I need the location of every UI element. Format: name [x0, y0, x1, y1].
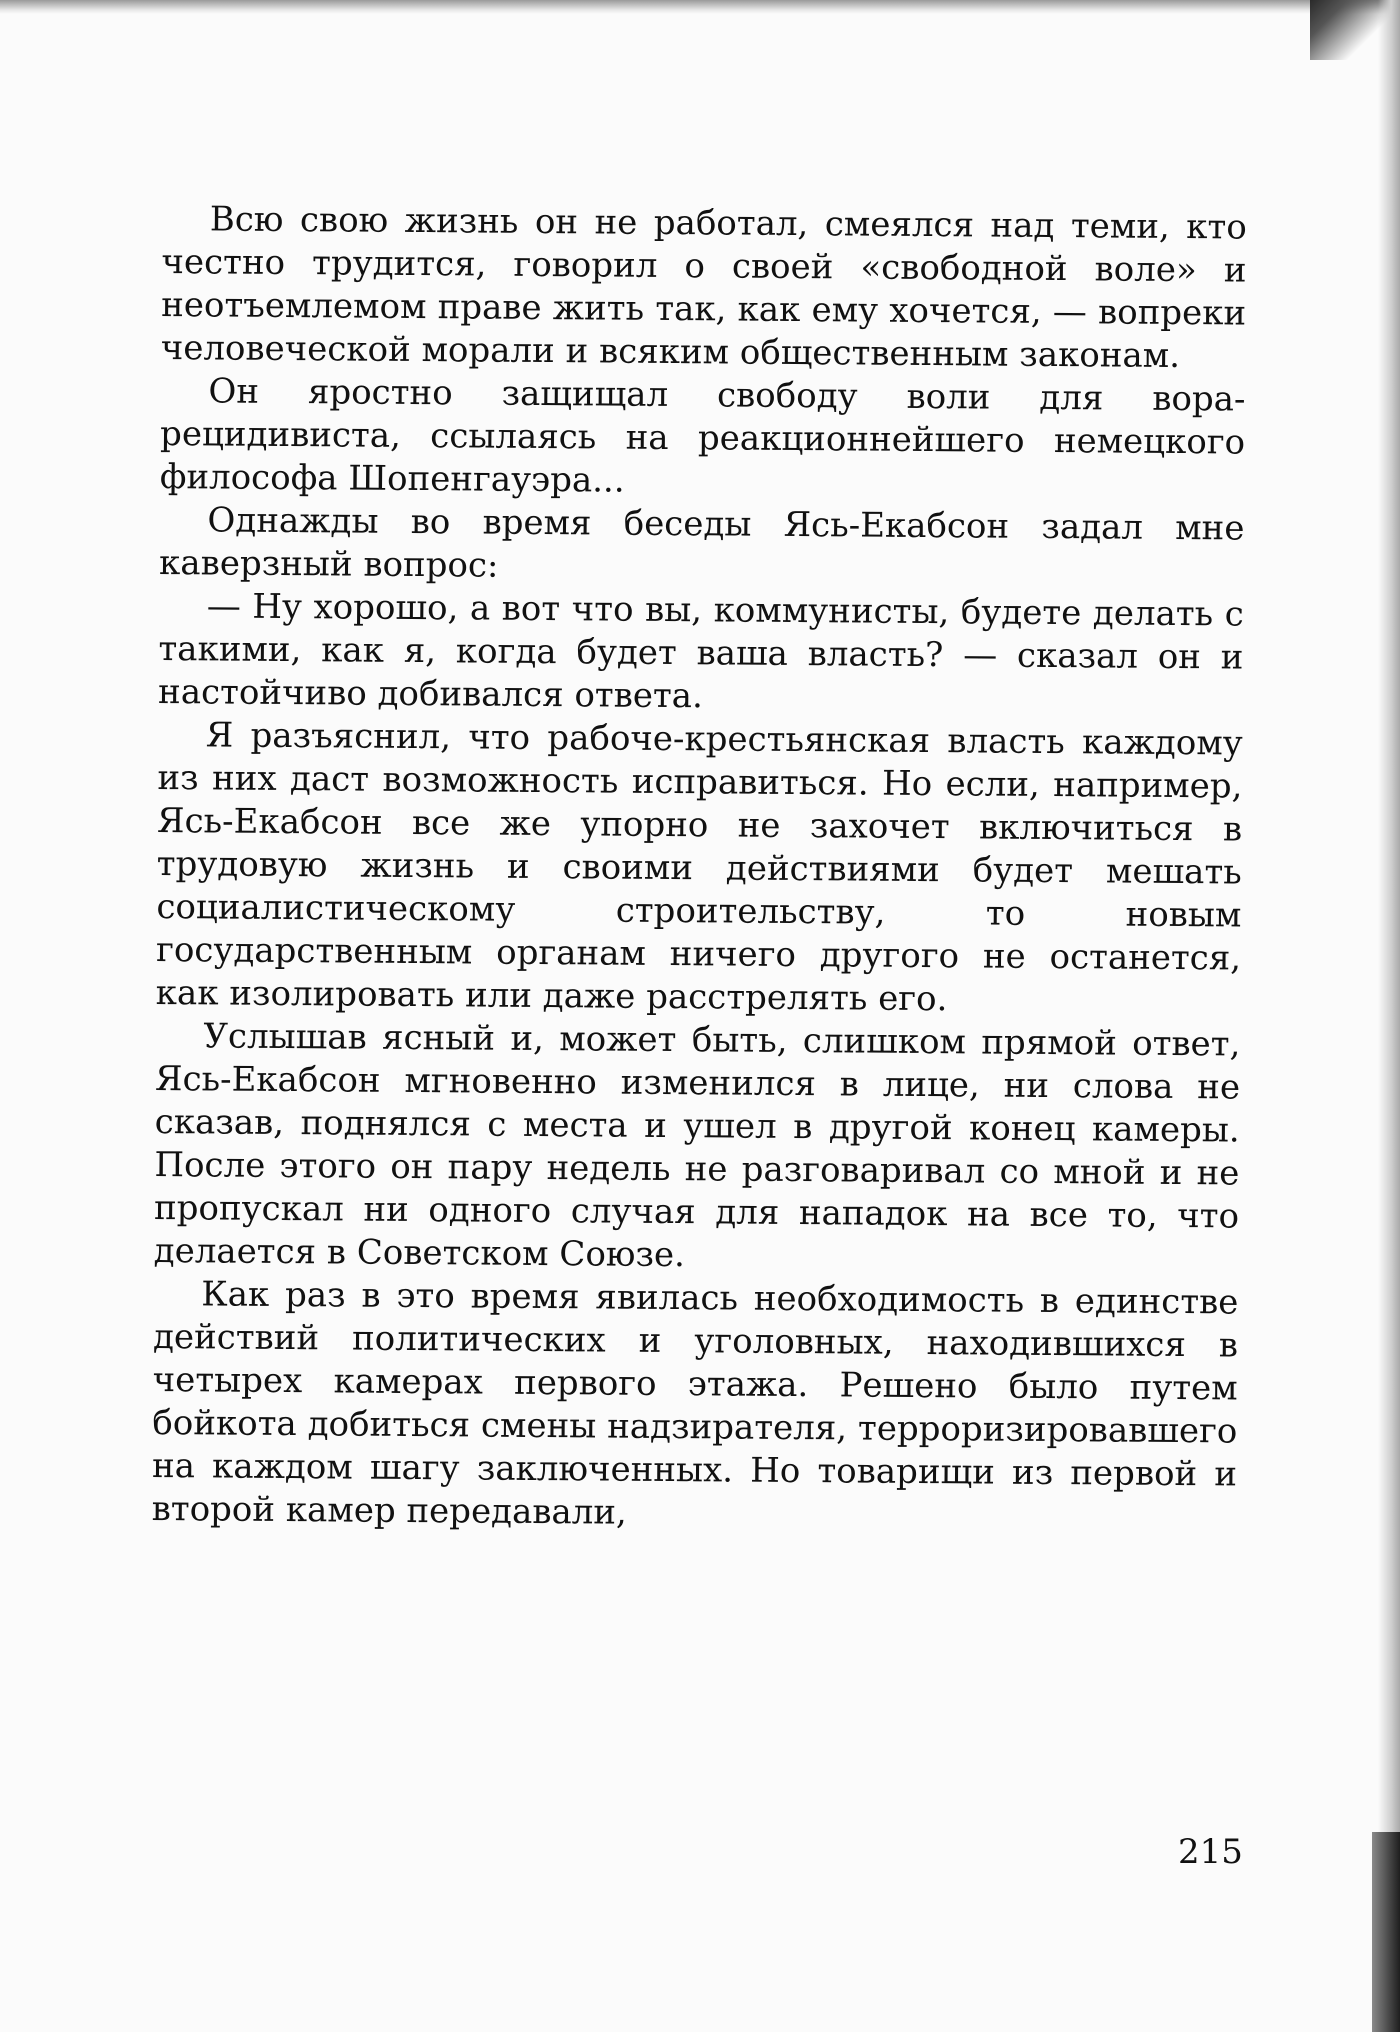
paragraph: Однажды во время беседы Ясь-Екабсон задал мне каверзный вопрос:: [158, 500, 1245, 586]
page-right-edge-shadow: [1378, 0, 1400, 2032]
paragraph: Я разъяснил, что рабоче-крестьянская власть каждому из них даст возможность исправиться. Но если, например, Ясь-Екабсон все же упорно не захочет включиться в трудовую жизнь и своими действиями будет мешать социалистическому строительству, то новым государственным органам ничего другого не останется, как изолировать или даже расстрелять его.: [155, 715, 1243, 1020]
paragraph: Он яростно защищал свободу воли для вора-рецидивиста, ссылаясь на реакционнейшего немецкого философа Шопенгауэра...: [159, 371, 1246, 501]
paragraph: Всю свою жизнь он не работал, смеялся над теми, кто честно трудится, говорил о своей «свободной воле» и неотъемлемом праве жить так, как ему хочется, — вопреки человеческой морали и всяким общественным законам.: [160, 199, 1247, 376]
paragraph: — Ну хорошо, а вот что вы, коммунисты, будете делать с такими, как я, когда будет ваша власть? — сказал он и настойчиво добивался ответа.: [157, 586, 1244, 717]
paragraph: Как раз в это время явилась необходимость в единстве действий политических и уголовных, находившихся в четырех камерах первого этажа. Решено было путем бойкота добиться смены надзирателя, терроризировавшего на каждом шагу заключенных. Но товарищи из первой и второй камер передавали,: [151, 1274, 1239, 1533]
paragraph: Услышав ясный и, может быть, слишком прямой ответ, Ясь-Екабсон мгновенно изменился в лице, ни слова не сказав, поднялся с места и ушел в другой конец камеры. После этого он пару недель не разговаривал со мной и не пропускал ни одного случая для нападок на все то, что делается в Советском Союзе.: [153, 1016, 1241, 1276]
page-top-edge-shadow: [0, 0, 1400, 14]
page-number: 215: [1178, 1832, 1243, 1872]
page-edge-mark: [1372, 1832, 1400, 2032]
body-text: [152, 198, 1247, 1539]
